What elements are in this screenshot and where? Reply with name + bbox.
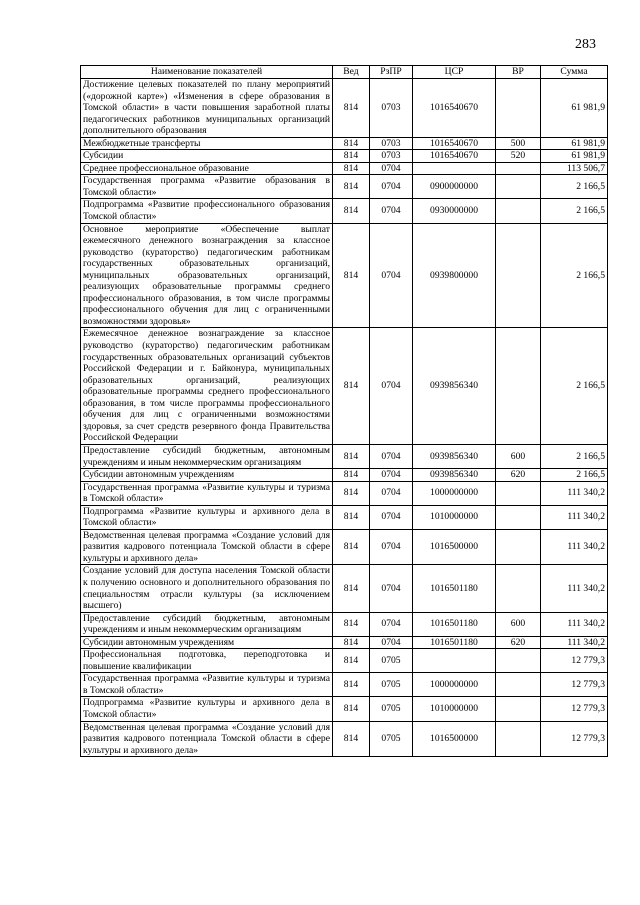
rzpr-cell: 0704 <box>370 175 413 199</box>
rzpr-cell: 0704 <box>370 223 413 328</box>
csr-cell: 1016501180 <box>413 612 496 636</box>
rzpr-cell: 0704 <box>370 162 413 175</box>
indicator-name-cell: Государственная программа «Развитие культуры и туризма в Томской области» <box>81 673 333 697</box>
csr-cell: 1010000000 <box>413 505 496 529</box>
rzpr-cell: 0705 <box>370 697 413 721</box>
table-row <box>81 649 608 673</box>
header-vr: ВР <box>496 66 541 79</box>
table-row <box>81 612 608 636</box>
csr-cell <box>413 162 496 175</box>
vr-cell: 600 <box>496 444 541 468</box>
sum-cell: 2 166,5 <box>541 199 608 223</box>
csr-cell: 1010000000 <box>413 697 496 721</box>
ved-cell: 814 <box>333 721 370 757</box>
rzpr-cell: 0703 <box>370 150 413 163</box>
ved-cell: 814 <box>333 79 370 138</box>
table-row <box>81 199 608 223</box>
ved-cell: 814 <box>333 469 370 482</box>
sum-cell: 111 340,2 <box>541 612 608 636</box>
sum-cell: 111 340,2 <box>541 505 608 529</box>
budget-table <box>80 65 608 757</box>
indicator-name-cell: Субсидии автономным учреждениям <box>81 469 333 482</box>
vr-cell <box>496 505 541 529</box>
table-row <box>81 137 608 150</box>
table-row <box>81 328 608 444</box>
vr-cell <box>496 328 541 444</box>
table-row <box>81 150 608 163</box>
ved-cell: 814 <box>333 565 370 612</box>
sum-cell: 61 981,9 <box>541 79 608 138</box>
rzpr-cell: 0704 <box>370 529 413 565</box>
sum-cell: 61 981,9 <box>541 150 608 163</box>
vr-cell <box>496 565 541 612</box>
csr-cell: 0930000000 <box>413 199 496 223</box>
header-ved: Вед <box>333 66 370 79</box>
ved-cell: 814 <box>333 529 370 565</box>
ved-cell: 814 <box>333 636 370 649</box>
csr-cell <box>413 649 496 673</box>
csr-cell: 0939856340 <box>413 469 496 482</box>
rzpr-cell: 0703 <box>370 137 413 150</box>
table-row <box>81 79 608 138</box>
indicator-name-cell: Предоставление субсидий бюджетным, автономным учреждениям и иным некоммерческим организациям <box>81 612 333 636</box>
rzpr-cell: 0704 <box>370 612 413 636</box>
vr-cell <box>496 721 541 757</box>
ved-cell: 814 <box>333 505 370 529</box>
csr-cell: 1016500000 <box>413 721 496 757</box>
ved-cell: 814 <box>333 673 370 697</box>
ved-cell: 814 <box>333 328 370 444</box>
indicator-name-cell: Ведомственная целевая программа «Создание условий для развития кадрового потенциала Томской области в сфере культуры и архивного дела» <box>81 529 333 565</box>
ved-cell: 814 <box>333 612 370 636</box>
table-row <box>81 175 608 199</box>
header-csr: ЦСР <box>413 66 496 79</box>
indicator-name-cell: Достижение целевых показателей по плану мероприятий («дорожной карте») «Изменения в сфере образования в Томской области» в части повышения заработной платы педагогических работников муниципальных организаций дополнительного образования <box>81 79 333 138</box>
vr-cell: 520 <box>496 150 541 163</box>
sum-cell: 12 779,3 <box>541 721 608 757</box>
table-header-row <box>81 66 608 79</box>
csr-cell: 1000000000 <box>413 481 496 505</box>
ved-cell: 814 <box>333 223 370 328</box>
csr-cell: 0939800000 <box>413 223 496 328</box>
vr-cell <box>496 199 541 223</box>
indicator-name-cell: Подпрограмма «Развитие культуры и архивного дела в Томской области» <box>81 697 333 721</box>
vr-cell <box>496 529 541 565</box>
sum-cell: 61 981,9 <box>541 137 608 150</box>
sum-cell: 2 166,5 <box>541 469 608 482</box>
csr-cell: 1016540670 <box>413 150 496 163</box>
vr-cell <box>496 673 541 697</box>
sum-cell: 2 166,5 <box>541 444 608 468</box>
indicator-name-cell: Профессиональная подготовка, переподготовка и повышение квалификации <box>81 649 333 673</box>
rzpr-cell: 0704 <box>370 444 413 468</box>
vr-cell <box>496 79 541 138</box>
table-body <box>81 79 608 757</box>
vr-cell: 500 <box>496 137 541 150</box>
indicator-name-cell: Субсидии <box>81 150 333 163</box>
vr-cell <box>496 481 541 505</box>
table-row <box>81 565 608 612</box>
vr-cell <box>496 697 541 721</box>
indicator-name-cell: Межбюджетные трансферты <box>81 137 333 150</box>
vr-cell <box>496 175 541 199</box>
csr-cell: 1016500000 <box>413 529 496 565</box>
table-row <box>81 529 608 565</box>
indicator-name-cell: Подпрограмма «Развитие профессионального образования Томской области» <box>81 199 333 223</box>
rzpr-cell: 0705 <box>370 673 413 697</box>
ved-cell: 814 <box>333 444 370 468</box>
ved-cell: 814 <box>333 697 370 721</box>
sum-cell: 113 506,7 <box>541 162 608 175</box>
csr-cell: 0900000000 <box>413 175 496 199</box>
rzpr-cell: 0703 <box>370 79 413 138</box>
header-sum: Сумма <box>541 66 608 79</box>
ved-cell: 814 <box>333 175 370 199</box>
ved-cell: 814 <box>333 137 370 150</box>
rzpr-cell: 0704 <box>370 469 413 482</box>
table-row <box>81 505 608 529</box>
sum-cell: 2 166,5 <box>541 175 608 199</box>
rzpr-cell: 0704 <box>370 636 413 649</box>
indicator-name-cell: Подпрограмма «Развитие культуры и архивного дела в Томской области» <box>81 505 333 529</box>
table-row <box>81 481 608 505</box>
ved-cell: 814 <box>333 162 370 175</box>
csr-cell: 1016540670 <box>413 79 496 138</box>
indicator-name-cell: Государственная программа «Развитие образования в Томской области» <box>81 175 333 199</box>
header-rzpr: РзПР <box>370 66 413 79</box>
rzpr-cell: 0705 <box>370 649 413 673</box>
csr-cell: 1000000000 <box>413 673 496 697</box>
vr-cell <box>496 223 541 328</box>
ved-cell: 814 <box>333 649 370 673</box>
sum-cell: 111 340,2 <box>541 529 608 565</box>
sum-cell: 2 166,5 <box>541 223 608 328</box>
sum-cell: 111 340,2 <box>541 481 608 505</box>
ved-cell: 814 <box>333 481 370 505</box>
rzpr-cell: 0704 <box>370 565 413 612</box>
indicator-name-cell: Государственная программа «Развитие культуры и туризма в Томской области» <box>81 481 333 505</box>
rzpr-cell: 0704 <box>370 505 413 529</box>
table-row <box>81 162 608 175</box>
csr-cell: 0939856340 <box>413 444 496 468</box>
rzpr-cell: 0704 <box>370 328 413 444</box>
sum-cell: 12 779,3 <box>541 673 608 697</box>
vr-cell: 620 <box>496 469 541 482</box>
indicator-name-cell: Ежемесячное денежное вознаграждение за классное руководство (кураторство) педагогическим работникам государственных образовательных организаций субъектов Российской Федерации и г. Байконура, муниципальных образовательных организаций, реализующих образовательные программы среднего профессионального образования, в том числе программы профессионального обучения для лиц с ограниченными возможностями здоровья, за счет средств резервного фонда Правительства Российской Федерации <box>81 328 333 444</box>
sum-cell: 12 779,3 <box>541 649 608 673</box>
sum-cell: 111 340,2 <box>541 565 608 612</box>
csr-cell: 1016540670 <box>413 137 496 150</box>
table-row <box>81 469 608 482</box>
csr-cell: 1016501180 <box>413 565 496 612</box>
page-number: 283 <box>575 37 596 52</box>
rzpr-cell: 0705 <box>370 721 413 757</box>
indicator-name-cell: Среднее профессиональное образование <box>81 162 333 175</box>
indicator-name-cell: Предоставление субсидий бюджетным, автономным учреждениям и иным некоммерческим организациям <box>81 444 333 468</box>
rzpr-cell: 0704 <box>370 199 413 223</box>
vr-cell <box>496 162 541 175</box>
table-row <box>81 721 608 757</box>
indicator-name-cell: Субсидии автономным учреждениям <box>81 636 333 649</box>
table-row <box>81 636 608 649</box>
indicator-name-cell: Основное мероприятие «Обеспечение выплат ежемесячного денежного вознаграждения за классное руководство (кураторство) педагогическим работникам государственных образовательных организаций, муниципальных образовательных организаций, реализующих образовательные программы среднего профессионального образования, в том числе программы профессионального обучения для лиц с ограниченными возможностями здоровья» <box>81 223 333 328</box>
vr-cell: 600 <box>496 612 541 636</box>
indicator-name-cell: Создание условий для доступа населения Томской области к получению основного и дополнительного образования по специальностям отрасли культуры (за исключением высшего) <box>81 565 333 612</box>
table-row <box>81 223 608 328</box>
table-row <box>81 444 608 468</box>
sum-cell: 12 779,3 <box>541 697 608 721</box>
indicator-name-cell: Ведомственная целевая программа «Создание условий для развития кадрового потенциала Томской области в сфере культуры и архивного дела» <box>81 721 333 757</box>
vr-cell: 620 <box>496 636 541 649</box>
sum-cell: 111 340,2 <box>541 636 608 649</box>
table-row <box>81 697 608 721</box>
rzpr-cell: 0704 <box>370 481 413 505</box>
csr-cell: 1016501180 <box>413 636 496 649</box>
ved-cell: 814 <box>333 150 370 163</box>
ved-cell: 814 <box>333 199 370 223</box>
table-row <box>81 673 608 697</box>
header-name: Наименование показателей <box>81 66 333 79</box>
sum-cell: 2 166,5 <box>541 328 608 444</box>
csr-cell: 0939856340 <box>413 328 496 444</box>
vr-cell <box>496 649 541 673</box>
